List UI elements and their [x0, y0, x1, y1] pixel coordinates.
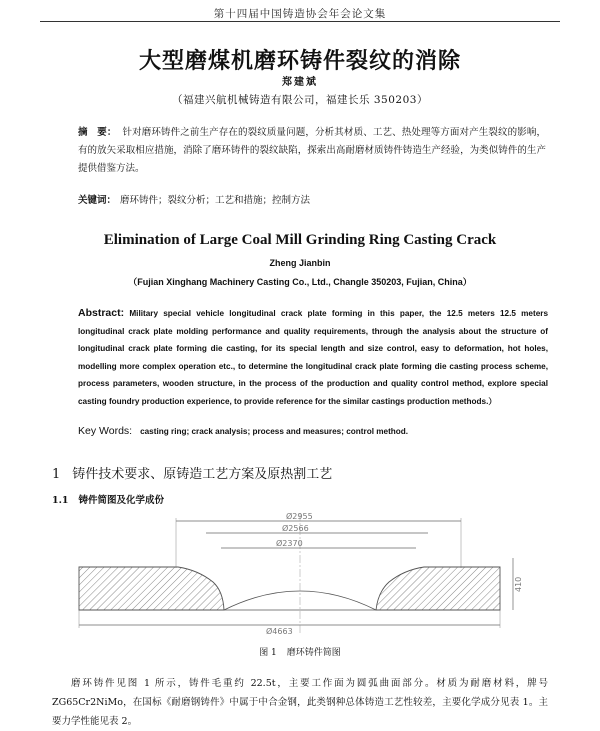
- english-author: Zheng Jianbin: [269, 258, 331, 268]
- chinese-keywords-label: 关键词：: [78, 195, 117, 206]
- subsection-title: 铸件简图及化学成份: [78, 495, 165, 506]
- figure-caption: [0, 645, 600, 658]
- english-affiliation: （Fujian Xinghang Machinery Casting Co., Ltd., Changle 350203, Fujian, China）: [128, 277, 472, 287]
- paper-affiliation: （福建兴航机械铸造有限公司，福建长乐 350203）: [172, 94, 428, 106]
- paper-title: 大型磨煤机磨环铸件裂纹的消除: [138, 48, 461, 74]
- chinese-keywords-text: 磨环铸件；裂纹分析；工艺和措施；控制方法: [120, 195, 311, 206]
- english-title: Elimination of Large Coal Mill Grinding Ring Casting Crack: [103, 232, 497, 248]
- running-header: 第十四届中国铸造协会年会论文集: [213, 8, 387, 20]
- english-abstract-label: Abstract:: [78, 307, 125, 319]
- english-abstract-text: Military special vehicle longitudinal crack plate forming in this paper, the 12.5 meters 12.5 meters longitudinal crack plate molding performance and quality requirements, through the analysis about the structure of longitudinal crack plate forming die casting, for its special length and size control, easy to deformation, hot holes, modelling more complex operation etc., to determine the longitudinal crack plate forming die casting process scheme, process parameters, wooden structure, in the process of the production and quality control method, explore special casting foundry production experience, to provide reference for the similar castings production methods.）: [78, 309, 549, 406]
- figure-caption-text: 磨环铸件简图: [286, 648, 341, 658]
- section-title: 铸件技术要求、原铸造工艺方案及原热割工艺: [72, 467, 333, 482]
- subsection-heading-1-1: [52, 492, 164, 506]
- english-keywords: [78, 425, 548, 437]
- header-rule: [40, 21, 560, 22]
- dim-mid-diameter: Ø2566: [282, 524, 309, 533]
- chinese-abstract: [78, 124, 546, 178]
- figure-number: 图 1: [259, 648, 277, 658]
- english-abstract: [78, 305, 548, 410]
- grinding-ring-drawing: [76, 510, 524, 640]
- english-keywords-label: Key Words:: [78, 425, 133, 437]
- dim-height: 410: [514, 576, 523, 592]
- section-heading-1: [52, 463, 332, 482]
- subsection-number: 1.1: [52, 495, 69, 506]
- dim-bottom-diameter: Ø4663: [266, 627, 293, 636]
- english-keywords-text: casting ring; crack analysis; process and measures; control method.: [140, 427, 409, 436]
- dim-inner-diameter: Ø2370: [276, 539, 303, 548]
- section-number: 1: [52, 467, 61, 482]
- chinese-abstract-label: 摘 要：: [78, 127, 117, 138]
- dim-outer-diameter: Ø2955: [286, 512, 313, 521]
- ring-section-right: [376, 567, 500, 610]
- body-paragraph: 磨环铸件见图 1 所示，铸件毛重约 22.5t，主要工作面为圆弧曲面部分。材质为耐磨材料，牌号ZG65Cr2NiMo，在国标《耐磨钢铸件》中属于中合金钢，此类钢种总体铸造工艺性较差，主要化学成分见表 1。主要力学性能见表 2。: [52, 678, 548, 727]
- paper-author: 郑建斌: [282, 77, 318, 88]
- ring-section-left: [79, 567, 224, 610]
- chinese-abstract-text: 针对磨环铸件之前生产存在的裂纹质量问题，分析其材质、工艺、热处理等方面对产生裂纹的影响，有的放矢采取相应措施，消除了磨环铸件的裂纹缺陷，探索出高耐磨材质铸件铸造生产经验，为类似铸件的生产提供借鉴方法。: [78, 127, 546, 174]
- chinese-keywords: [78, 192, 546, 206]
